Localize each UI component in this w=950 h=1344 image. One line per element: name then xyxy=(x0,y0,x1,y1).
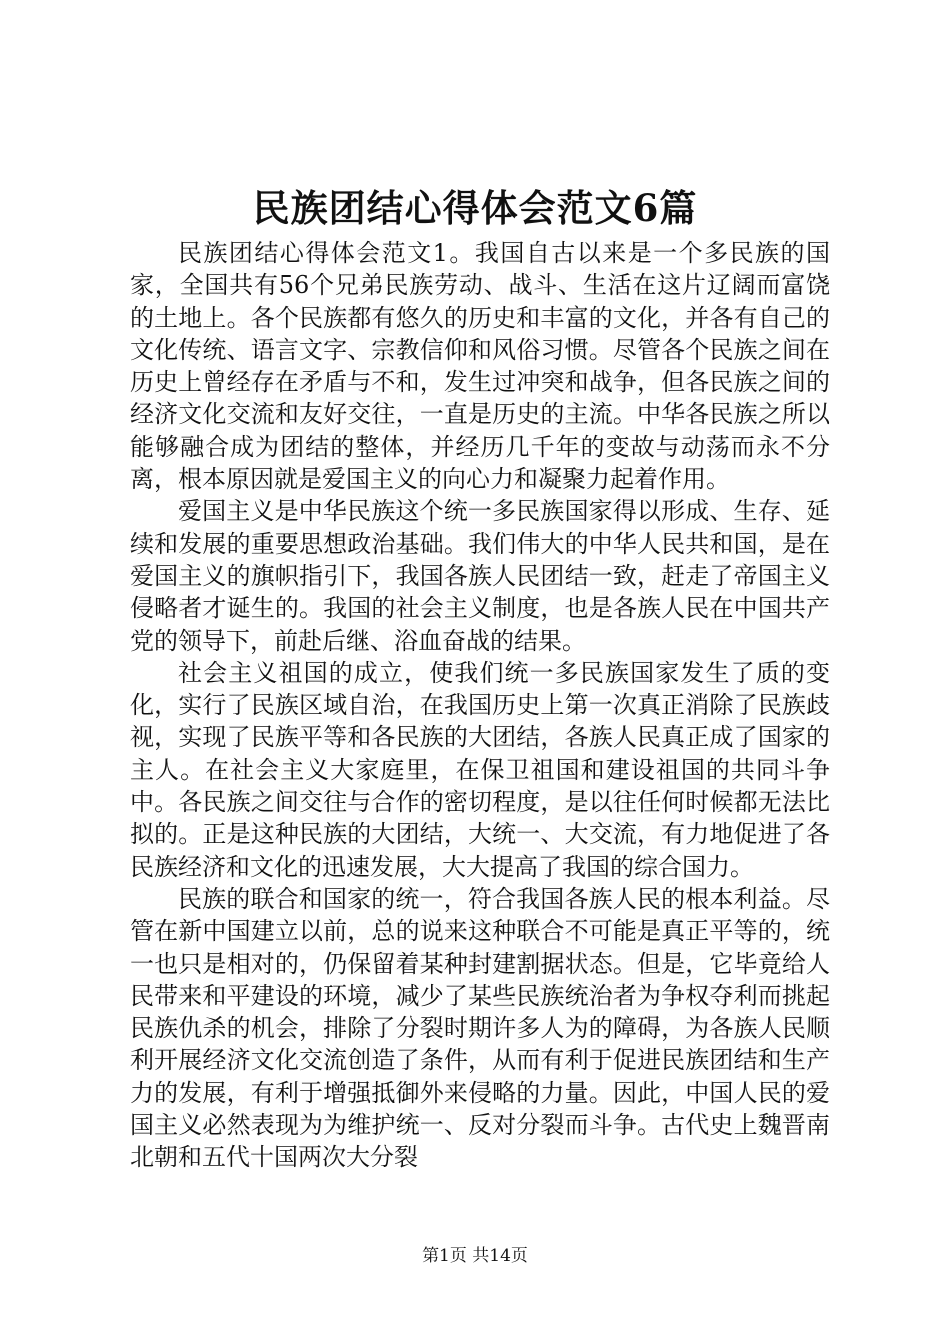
document-title: 民族团结心得体会范文6篇 xyxy=(252,186,698,230)
document-body xyxy=(130,237,830,1174)
paragraph-4: 民族的联合和国家的统一，符合我国各族人民的根本利益。尽管在新中国建立以前，总的说来这种联合不可能是真正平等的，统一也只是相对的，仍保留着某种封建割据状态。但是，它毕竟给人民带来和平建设的环境，减少了某些民族统治者为争权夺利而挑起民族仇杀的机会，排除了分裂时期许多人为的障碍，为各族人民顺利开展经济文化交流创造了条件，从而有利于促进民族团结和生产力的发展，有利于增强抵御外来侵略的力量。因此，中国人民的爱国主义必然表现为为维护统一、反对分裂而斗争。古代史上魏晋南北朝和五代十国两次大分裂 xyxy=(130,884,830,1172)
page-number-footer: 第1页 共14页 xyxy=(422,1246,528,1266)
paragraph-2: 爱国主义是中华民族这个统一多民族国家得以形成、生存、延续和发展的重要思想政治基础。我们伟大的中华人民共和国，是在爱国主义的旗帜指引下，我国各族人民团结一致，赶走了帝国主义侵略者才诞生的。我国的社会主义制度，也是各族人民在中国共产党的领导下，前赴后继、浴血奋战的结果。 xyxy=(130,497,830,655)
paragraph-1: 民族团结心得体会范文1。我国自古以来是一个多民族的国家，全国共有56个兄弟民族劳动、战斗、生活在这片辽阔而富饶的土地上。各个民族都有悠久的历史和丰富的文化，并各有自己的文化传统、语言文字、宗教信仰和风俗习惯。尽管各个民族之间在历史上曾经存在矛盾与不和，发生过冲突和战争，但各民族之间的经济文化交流和友好交往，一直是历史的主流。中华各民族之所以能够融合成为团结的整体，并经历几千年的变故与动荡而永不分离，根本原因就是爱国主义的向心力和凝聚力起着作用。 xyxy=(130,239,830,494)
paragraph-3: 社会主义祖国的成立，使我们统一多民族国家发生了质的变化，实行了民族区域自治，在我国历史上第一次真正消除了民族歧视，实现了民族平等和各民族的大团结，各族人民真正成了国家的主人。在社会主义大家庭里，在保卫祖国和建设祖国的共同斗争中。各民族之间交往与合作的密切程度，是以往任何时候都无法比拟的。正是这种民族的大团结，大统一、大交流，有力地促进了各民族经济和文化的迅速发展，大大提高了我国的综合国力。 xyxy=(130,658,830,881)
